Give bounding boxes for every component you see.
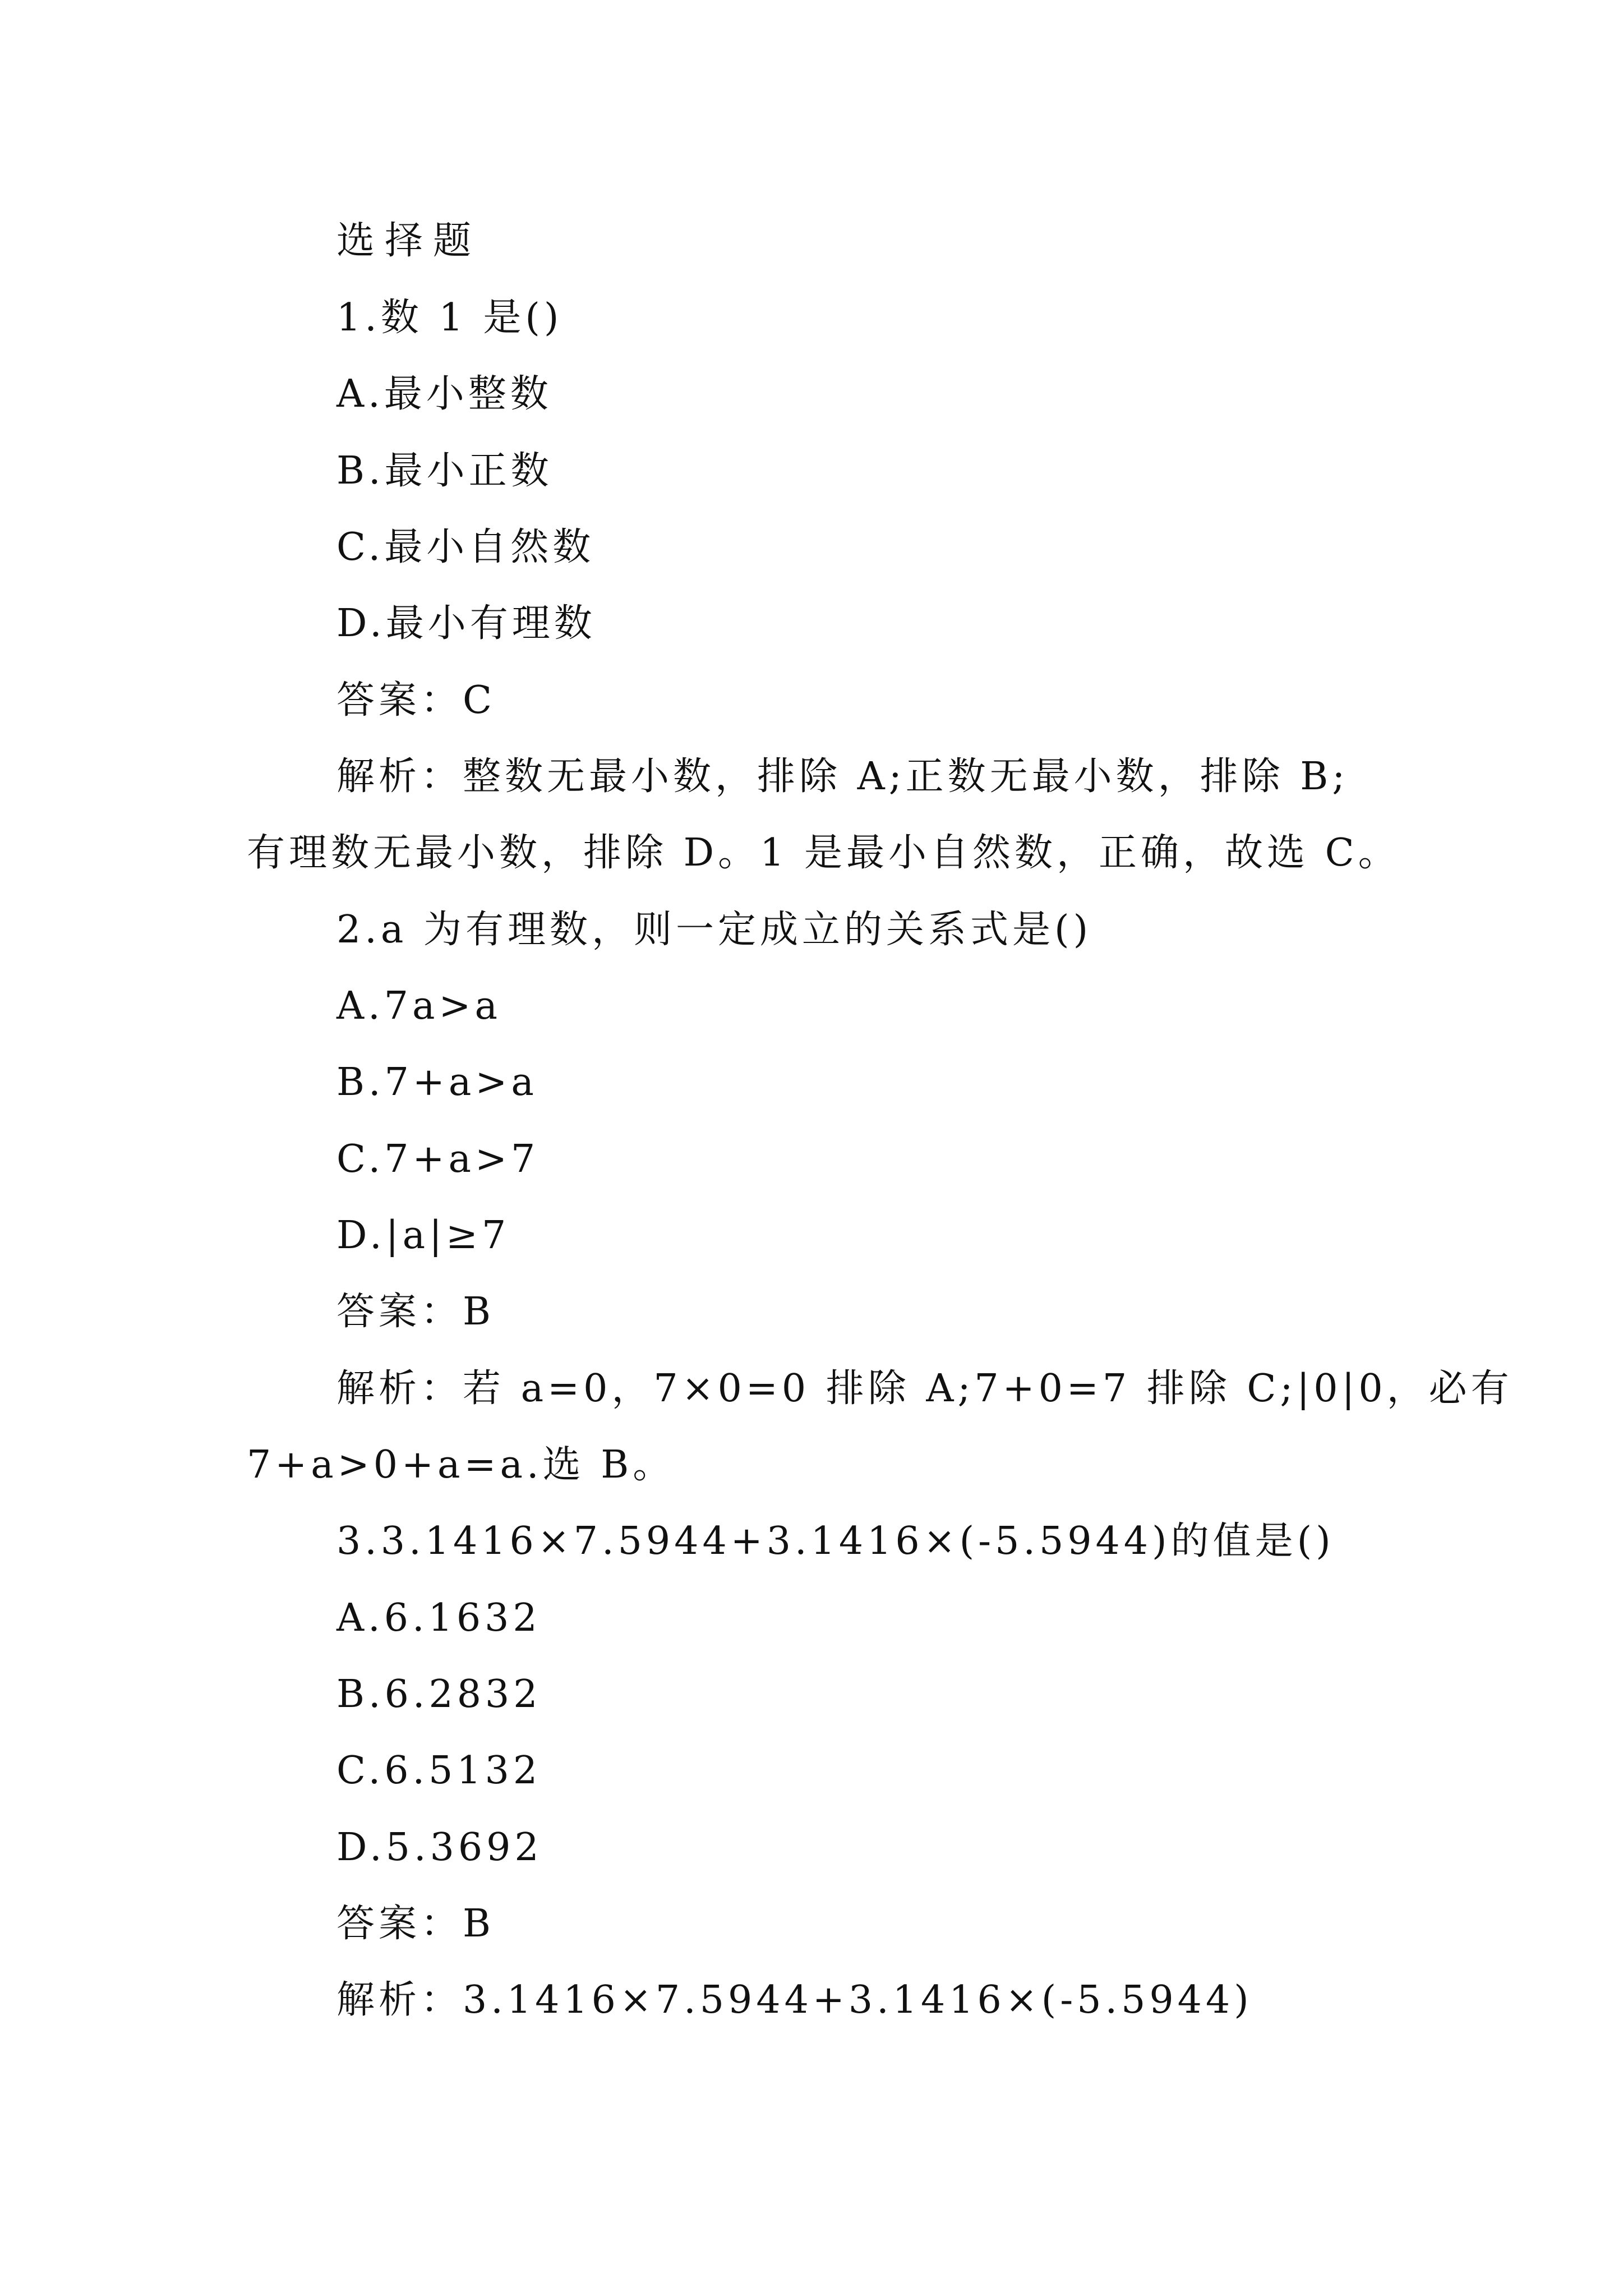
question-1-answer: 答案：C bbox=[336, 678, 496, 723]
question-1-option-d: D.最小有理数 bbox=[336, 601, 596, 646]
question-2-option-c: C.7+a>7 bbox=[336, 1137, 540, 1181]
question-2-stem: 2.a 为有理数，则一定成立的关系式是() bbox=[336, 908, 1092, 952]
question-2-analysis-line-1: 解析：若 a=0，7×0=0 排除 A;7+0=7 排除 C;|0|0，必有 bbox=[336, 1366, 1513, 1411]
question-2-analysis-line-2: 7+a>0+a=a.选 B。 bbox=[247, 1443, 675, 1487]
question-3-option-d: D.5.3692 bbox=[336, 1825, 543, 1870]
question-1-stem: 1.数 1 是() bbox=[336, 296, 563, 340]
question-3-option-b: B.6.2832 bbox=[336, 1672, 542, 1717]
question-3-option-c: C.6.5132 bbox=[336, 1749, 542, 1793]
question-1-analysis-line-2: 有理数无最小数，排除 D。1 是最小自然数，正确，故选 C。 bbox=[247, 831, 1400, 875]
question-1-option-c: C.最小自然数 bbox=[336, 525, 595, 569]
question-1-option-b: B.最小正数 bbox=[336, 449, 553, 493]
question-3-option-a: A.6.1632 bbox=[336, 1596, 541, 1640]
question-1-analysis-line-1: 解析：整数无最小数，排除 A;正数无最小数，排除 B; bbox=[336, 754, 1349, 799]
question-2-option-a: A.7a>a bbox=[336, 984, 502, 1028]
section-title: 选择题 bbox=[336, 219, 482, 263]
question-2-answer: 答案：B bbox=[336, 1290, 495, 1334]
question-1-option-a: A.最小整数 bbox=[336, 372, 552, 416]
question-2-option-b: B.7+a>a bbox=[336, 1060, 538, 1105]
question-3-analysis-line-1: 解析：3.1416×7.5944+3.1416×(-5.5944) bbox=[336, 1978, 1253, 2022]
question-3-answer: 答案：B bbox=[336, 1902, 495, 1946]
question-2-option-d: D.|a|≥7 bbox=[336, 1213, 510, 1258]
question-3-stem: 3.3.1416×7.5944+3.1416×(-5.5944)的值是() bbox=[336, 1519, 1335, 1563]
